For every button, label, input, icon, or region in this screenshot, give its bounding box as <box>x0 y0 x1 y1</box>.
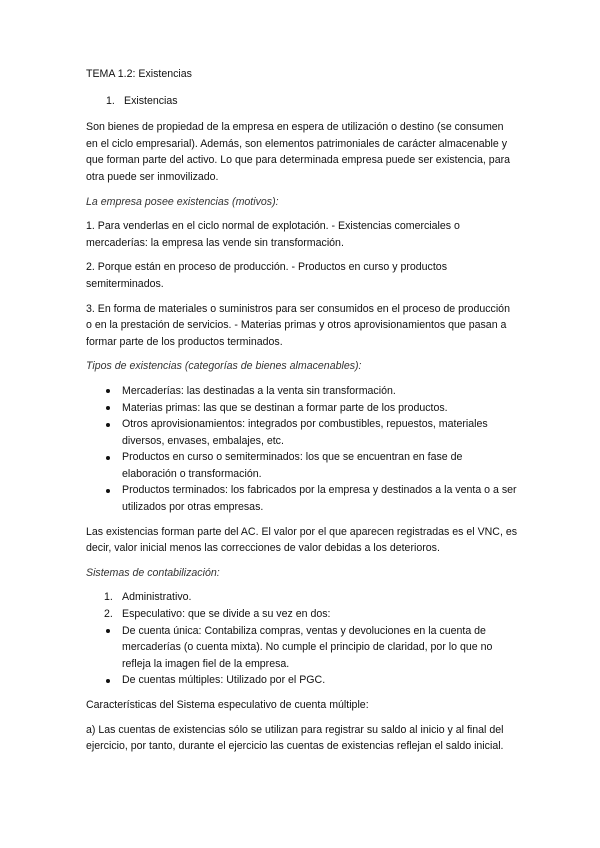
list-item: Otros aprovisionamientos: integrados por combustibles, repuestos, materiales diversos, envases, embalajes, etc. <box>86 416 518 449</box>
motivo-item: 1. Para venderlas en el ciclo normal de explotación. - Existencias comerciales o mercaderías: la empresa las vende sin transformación. <box>86 220 460 249</box>
list-item-text: Administrativo. <box>122 591 192 604</box>
list-item <box>86 623 518 673</box>
list-item-text: Especulativo: que se divide a su vez en dos: <box>122 608 331 621</box>
tipos-heading: Tipos de existencias (categorías de bienes almacenables): <box>86 360 362 373</box>
list-item: Productos en curso o semiterminados: los que se encuentran en fase de elaboración o transformación. <box>86 449 518 482</box>
list-item: Productos terminados: los fabricados por la empresa y destinados a la venta o a ser utilizados por otras empresas. <box>86 482 518 515</box>
ac-paragraph: Las existencias forman parte del AC. El valor por el que aparecen registradas es el VNC, es decir, valor inicial menos las correcciones de valor debidas a los deterioros. <box>86 525 518 555</box>
section-label: Existencias <box>124 94 178 107</box>
list-item-text: De cuenta única: Contabiliza compras, ventas y devoluciones en la cuenta de mercaderías (o cuenta mixta). No cumple el principio de claridad, por lo que no refleja la imagen fiel de la empresa. <box>122 624 493 670</box>
sistemas-heading: Sistemas de contabilización: <box>86 566 220 579</box>
document-body <box>86 66 518 763</box>
list-item-text: De cuentas múltiples: Utilizado por el PGC. <box>122 674 326 687</box>
list-item <box>86 672 518 689</box>
caracteristicas-heading: Características del Sistema especulativo de cuenta múltiple: <box>86 699 369 711</box>
tipos-list <box>86 383 518 516</box>
page-title: TEMA 1.2: Existencias <box>86 68 192 80</box>
caracteristica-a: a) Las cuentas de existencias sólo se utilizan para registrar su saldo al inicio y al final del ejercicio, por tanto, durante el ejercicio las cuentas de existencias reflejan el saldo inicial. <box>86 723 504 753</box>
list-item: Materias primas: las que se destinan a formar parte de los productos. <box>86 400 518 417</box>
section-number: 1. <box>106 94 115 107</box>
list-marker: 2. <box>104 608 113 621</box>
sistemas-list <box>86 589 518 689</box>
list-item <box>86 589 518 606</box>
motivo-item: 3. En forma de materiales o suministros para ser consumidos en el proceso de producción o en la prestación de servicios. - Materias primas y otros aprovisionamientos que pasan a formar parte de los productos terminados. <box>86 302 510 348</box>
motivos-heading: La empresa posee existencias (motivos): <box>86 195 279 208</box>
motivo-item: 2. Porque están en proceso de producción. - Productos en curso y productos semiterminados. <box>86 261 447 290</box>
list-item: Mercaderías: las destinadas a la venta sin transformación. <box>86 383 518 400</box>
list-marker: 1. <box>104 591 113 604</box>
intro-paragraph: Son bienes de propiedad de la empresa en espera de utilización o destino (se consumen en el ciclo empresarial). Además, son elementos patrimoniales de carácter almacenable y que forman parte del activo. Lo que para determinada empresa puede ser existencia, para otra puede ser inmovilizado. <box>86 121 511 183</box>
list-item <box>86 606 518 623</box>
section-heading <box>106 93 518 110</box>
